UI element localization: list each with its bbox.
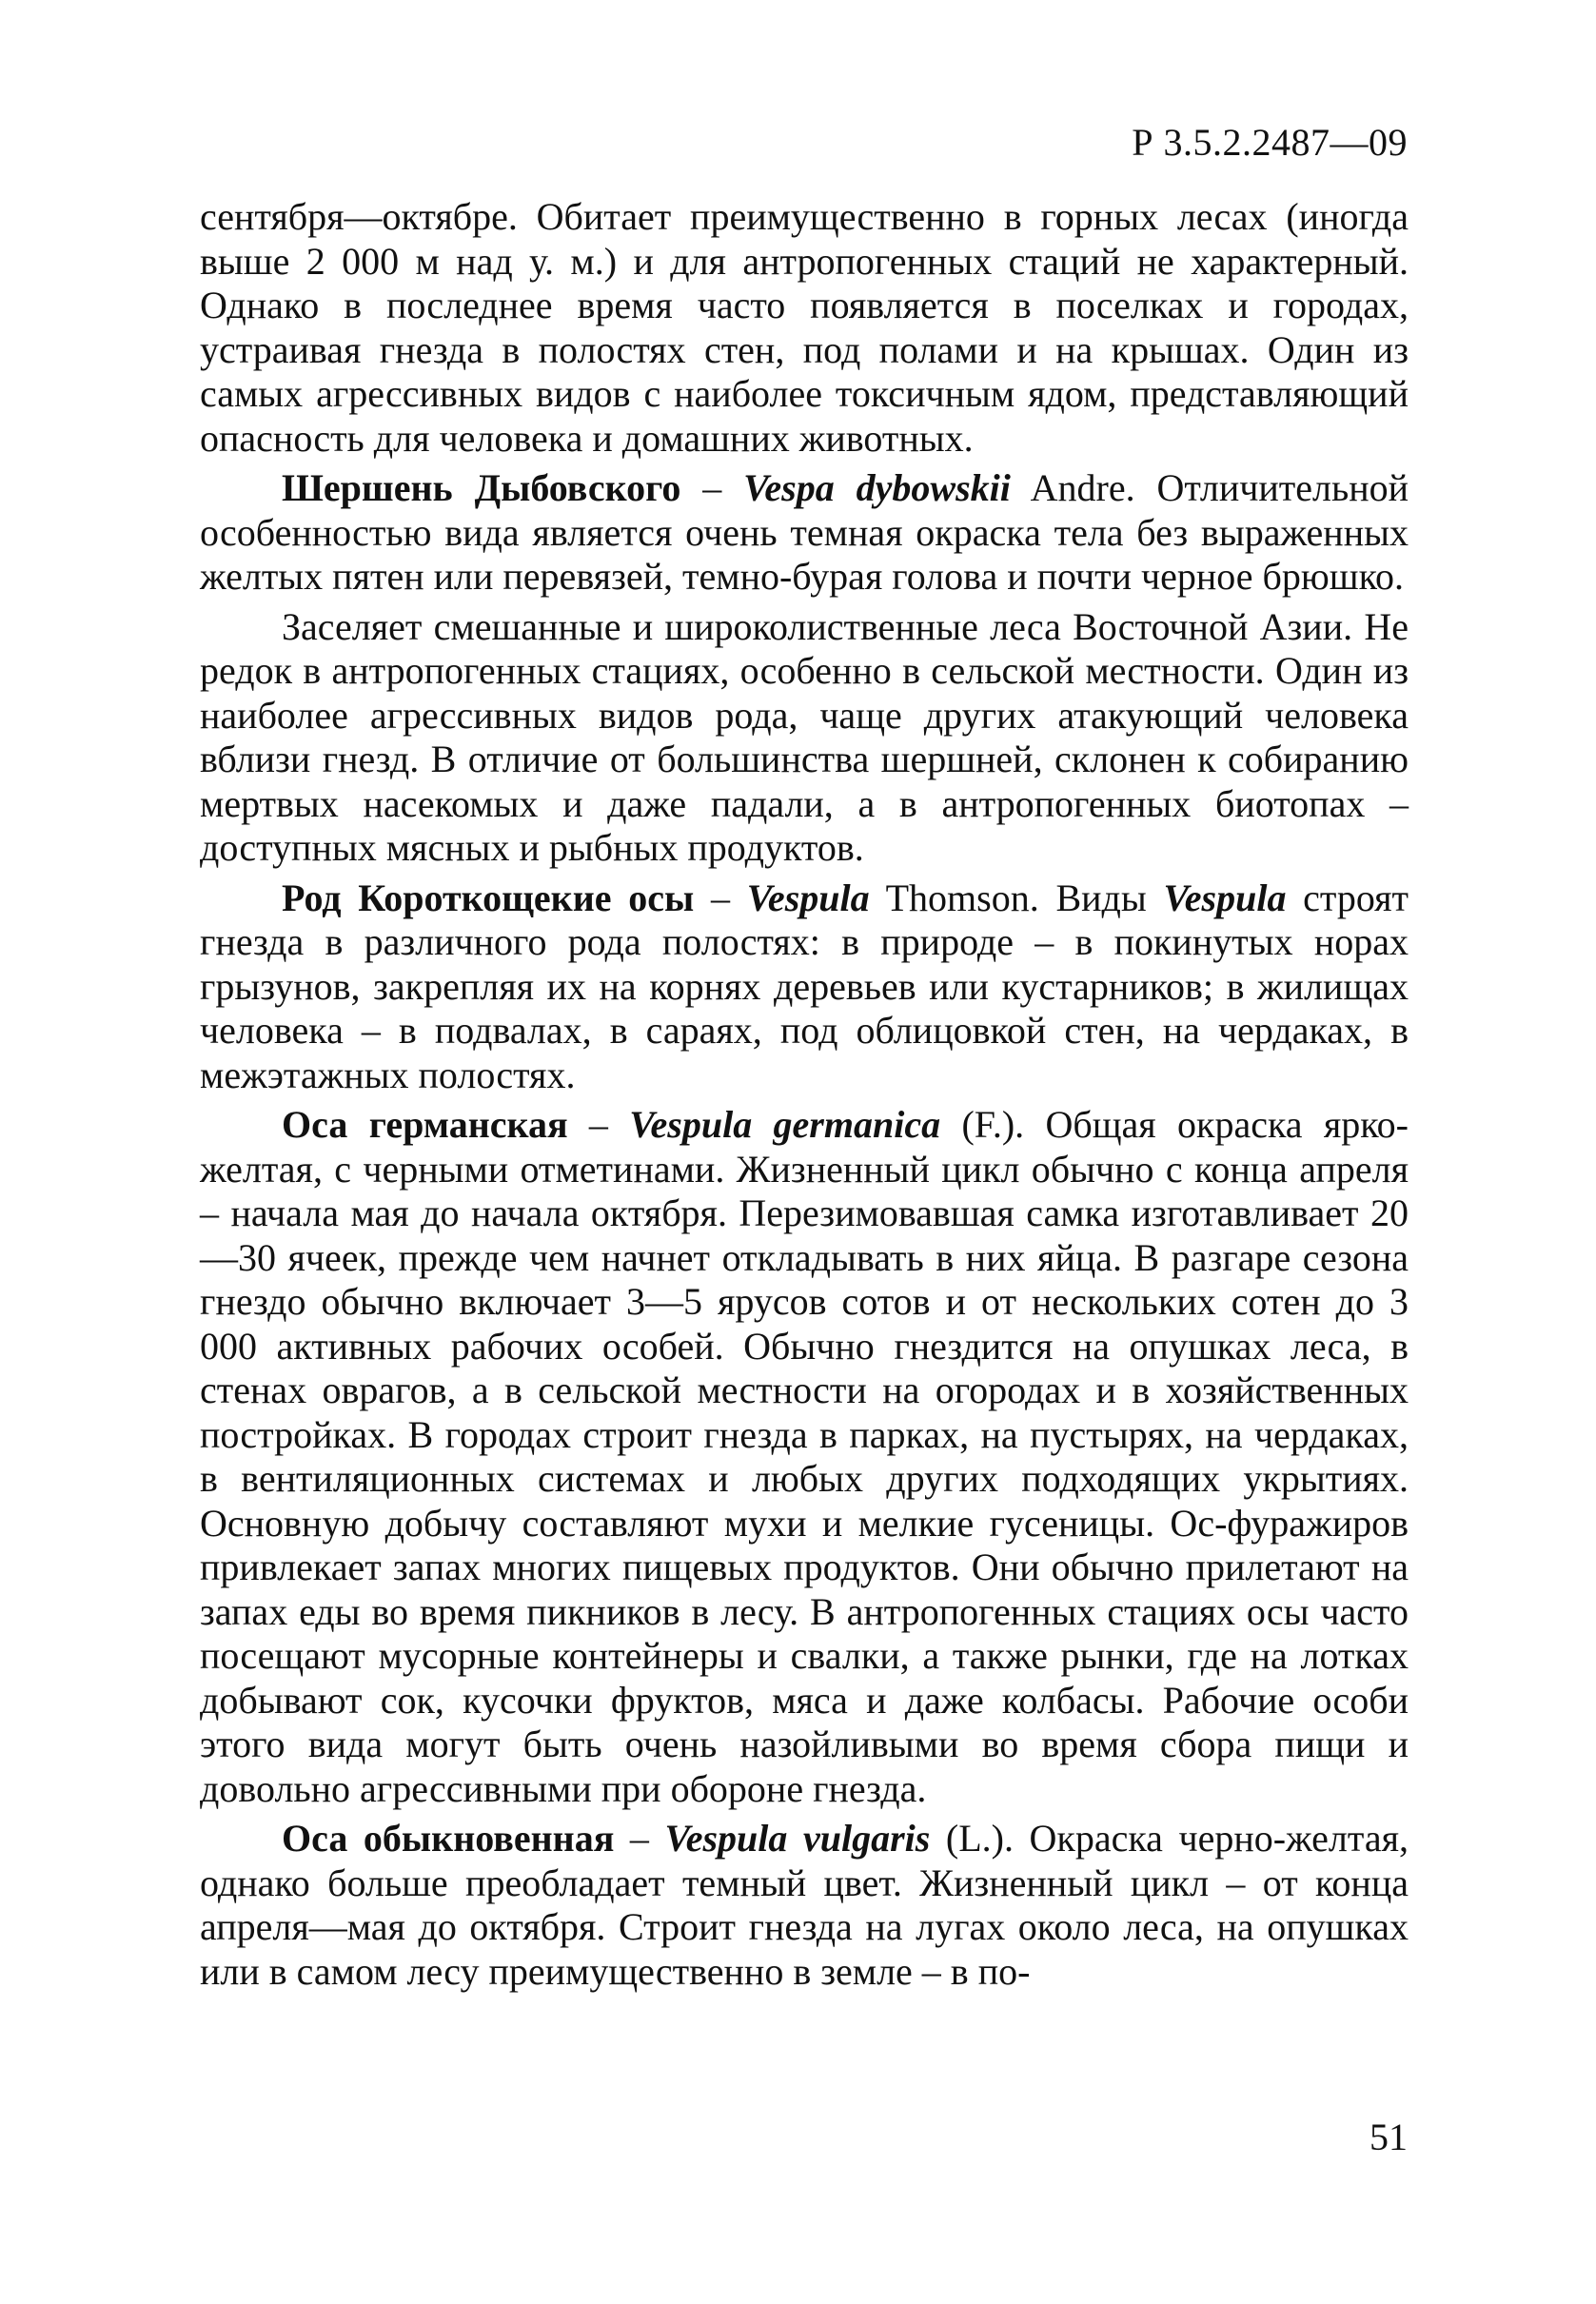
- paragraph-text: (L.). Окраска черно-желтая, однако больше преобладает темный цвет. Жизненный цикл – от конца апреля—мая до октября. Строит гнезда на лугах около леса, на опушках или в самом лесу преимущественно в земле – в по-: [200, 1817, 1409, 1993]
- species-term: Оса обыкновенная: [282, 1817, 615, 1860]
- term-dash: –: [694, 876, 747, 919]
- latin-name: Vespula: [1163, 876, 1287, 919]
- term-dash: –: [614, 1817, 665, 1860]
- latin-name: Vespula germanica: [629, 1103, 941, 1146]
- genus-term: Род Короткощекие осы: [282, 876, 695, 919]
- paragraph-text: Thomson. Виды: [869, 876, 1164, 919]
- paragraph-genus-vespula: [200, 876, 1409, 1098]
- paragraph-text: Andre. Отличительной особенностью вида является очень темная окраска тела без выраженных желтых пятен или перевязей, темно-бурая голова и почти черное брюшко.: [200, 466, 1409, 598]
- paragraph-vespula-germanica: [200, 1103, 1409, 1811]
- paragraph-vespula-vulgaris: [200, 1817, 1409, 1994]
- paragraph-habitat: [200, 605, 1409, 871]
- term-dash: –: [680, 466, 744, 509]
- paragraph-text: (F.). Общая окраска ярко-желтая, с черными отметинами. Жизненный цикл обычно с конца апреля – начала мая до начала октября. Перезимовавшая самка изготавливает 20—30 ячеек, прежде чем начнет откладывать в них яйца. В разгаре сезона гнездо обычно включает 3—5 ярусов сотов и от нескольких сотен до 3 000 активных рабочих особей. Обычно гнездится на опушках леса, в стенах оврагов, а в сельской местности на огородах и в хозяйственных постройках. В городах строит гнезда в парках, на пустырях, на чердаках, в вентиляционных системах и любых других подходящих укрытиях. Основную добычу составляют мухи и мелкие гусеницы. Ос-фуражиров привлекает запах многих пищевых продуктов. Они обычно прилетают на запах еды во время пикников в лесу. В антропогенных стациях осы часто посещают мусорные контейнеры и свалки, а также рынки, где на лотках добывают сок, кусочки фруктов, мяса и даже колбасы. Рабочие особи этого вида могут быть очень назойливыми во время сбора пищи и довольно агрессивными при обороне гнезда.: [200, 1103, 1409, 1810]
- species-term: Шершень Дыбовского: [282, 466, 681, 509]
- paragraph-text: Заселяет смешанные и широколиственные леса Восточной Азии. Не редок в антропогенных стациях, особенно в сельской местности. Один из наиболее агрессивных видов рода, чаще других атакующий человека вблизи гнезд. В отличие от большинства шершней, склонен к собиранию мертвых насекомых и даже падали, а в антропогенных биотопах – доступных мясных и рыбных продуктов.: [200, 604, 1409, 869]
- body-text: [200, 195, 1409, 1999]
- page-number: 51: [1369, 2116, 1408, 2158]
- species-term: Оса германская: [282, 1103, 568, 1146]
- paragraph-vespa-dybowskii: [200, 466, 1409, 600]
- latin-name: Vespula vulgaris: [664, 1817, 931, 1860]
- document-code: Р 3.5.2.2487—09: [1132, 121, 1408, 164]
- paragraph-continuation: [200, 195, 1409, 461]
- paragraph-text: сентября—октябре. Обитает преимущественно в горных лесах (иногда выше 2 000 м над у. м.) и для антропогенных стаций не характерный. Однако в последнее время часто появляется в поселках и городах, устраивая гнезда в полостях стен, под полами и на крышах. Один из самых агрессивных видов с наиболее токсичным ядом, представляющий опасность для человека и домашних животных.: [200, 195, 1409, 460]
- term-dash: –: [567, 1103, 630, 1146]
- latin-name: Vespa dybowskii: [743, 466, 1011, 509]
- paragraph-text: строят гнезда в различного рода полостях: в природе – в покинутых норах грызунов, закрепляя их на корнях деревьев или кустарников; в жилищах человека – в подвалах, в сараях, под облицовкой стен, на чердаках, в межэтажных полостях.: [200, 876, 1409, 1096]
- latin-name: Vespula: [746, 876, 870, 919]
